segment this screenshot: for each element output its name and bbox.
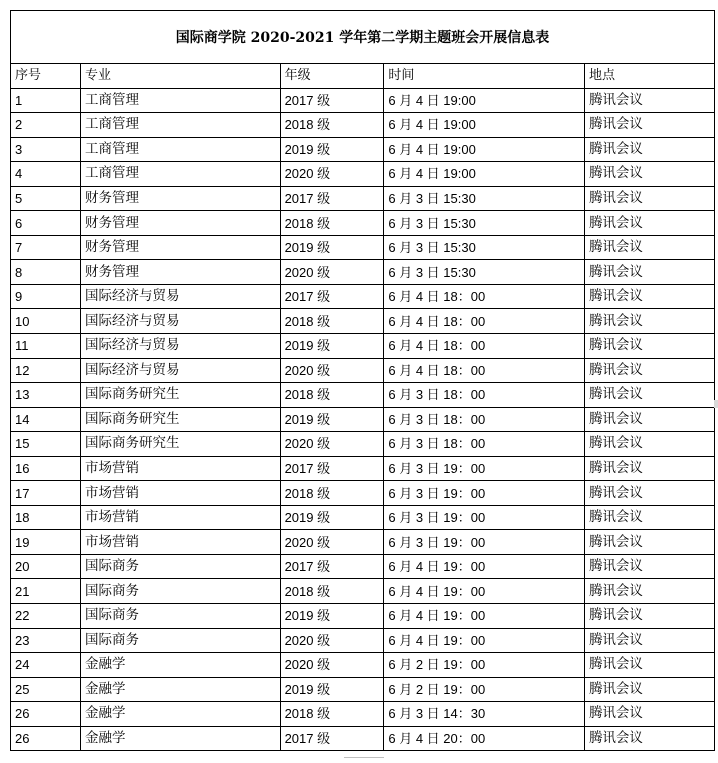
table-row — [11, 677, 715, 702]
cell-major: 工商管理 — [81, 88, 281, 113]
cell-major: 市场营销 — [81, 456, 281, 481]
table-row — [11, 113, 715, 138]
cell-major: 财务管理 — [81, 186, 281, 211]
cell-grade: 2018 级 — [280, 702, 384, 727]
cell-time: 6 月 3 日 15:30 — [384, 235, 585, 260]
cell-time: 6 月 4 日 19：00 — [384, 604, 585, 629]
cell-place: 腾讯会议 — [584, 186, 714, 211]
cell-index: 2 — [11, 113, 81, 138]
cell-place: 腾讯会议 — [584, 530, 714, 555]
cell-grade: 2019 级 — [280, 677, 384, 702]
cell-index: 16 — [11, 456, 81, 481]
cell-major: 国际经济与贸易 — [81, 284, 281, 309]
table-row — [11, 383, 715, 408]
cell-grade: 2019 级 — [280, 505, 384, 530]
cell-index: 8 — [11, 260, 81, 285]
table-row — [11, 137, 715, 162]
table-row — [11, 579, 715, 604]
cell-index: 21 — [11, 579, 81, 604]
cell-place: 腾讯会议 — [584, 358, 714, 383]
cell-grade: 2019 级 — [280, 235, 384, 260]
cell-grade: 2017 级 — [280, 284, 384, 309]
cell-index: 26 — [11, 702, 81, 727]
cell-time: 6 月 3 日 15:30 — [384, 211, 585, 236]
cell-place: 腾讯会议 — [584, 211, 714, 236]
cell-grade: 2020 级 — [280, 260, 384, 285]
cell-place: 腾讯会议 — [584, 726, 714, 751]
table-row — [11, 554, 715, 579]
cell-grade: 2020 级 — [280, 432, 384, 457]
cell-index: 3 — [11, 137, 81, 162]
schedule-table — [11, 64, 715, 751]
cell-grade: 2019 级 — [280, 604, 384, 629]
cell-time: 6 月 4 日 18：00 — [384, 309, 585, 334]
table-row — [11, 309, 715, 334]
cell-index: 9 — [11, 284, 81, 309]
cell-index: 10 — [11, 309, 81, 334]
table-title: 国际商学院 2020-2021 学年第二学期主题班会开展信息表 — [11, 11, 715, 64]
header-grade: 年级 — [280, 64, 384, 88]
cell-time: 6 月 3 日 15:30 — [384, 186, 585, 211]
cell-index: 22 — [11, 604, 81, 629]
cell-index: 6 — [11, 211, 81, 236]
cell-place: 腾讯会议 — [584, 456, 714, 481]
cell-major: 财务管理 — [81, 235, 281, 260]
cell-index: 15 — [11, 432, 81, 457]
cell-grade: 2019 级 — [280, 334, 384, 359]
cell-place: 腾讯会议 — [584, 137, 714, 162]
cell-grade: 2017 级 — [280, 554, 384, 579]
cell-major: 财务管理 — [81, 211, 281, 236]
header-index: 序号 — [11, 64, 81, 88]
cell-grade: 2018 级 — [280, 481, 384, 506]
cell-major: 金融学 — [81, 653, 281, 678]
cell-place: 腾讯会议 — [584, 334, 714, 359]
cell-time: 6 月 4 日 19:00 — [384, 88, 585, 113]
cell-grade: 2020 级 — [280, 628, 384, 653]
cell-time: 6 月 4 日 19：00 — [384, 579, 585, 604]
cell-index: 13 — [11, 383, 81, 408]
cell-major: 国际商务 — [81, 554, 281, 579]
cell-grade: 2018 级 — [280, 309, 384, 334]
cell-time: 6 月 3 日 19：00 — [384, 481, 585, 506]
cell-place: 腾讯会议 — [584, 579, 714, 604]
cell-time: 6 月 3 日 19：00 — [384, 505, 585, 530]
cell-place: 腾讯会议 — [584, 407, 714, 432]
table-row — [11, 334, 715, 359]
cell-major: 国际商务研究生 — [81, 383, 281, 408]
cell-index: 7 — [11, 235, 81, 260]
cell-place: 腾讯会议 — [584, 284, 714, 309]
cell-time: 6 月 4 日 19：00 — [384, 554, 585, 579]
cell-time: 6 月 4 日 19:00 — [384, 113, 585, 138]
page-edge-marker — [714, 400, 718, 408]
cell-place: 腾讯会议 — [584, 260, 714, 285]
cell-index: 4 — [11, 162, 81, 187]
cell-grade: 2018 级 — [280, 579, 384, 604]
cell-major: 金融学 — [81, 677, 281, 702]
cell-major: 工商管理 — [81, 113, 281, 138]
header-place: 地点 — [584, 64, 714, 88]
cell-place: 腾讯会议 — [584, 677, 714, 702]
table-row — [11, 260, 715, 285]
cell-grade: 2017 级 — [280, 88, 384, 113]
cell-index: 24 — [11, 653, 81, 678]
cell-major: 国际商务 — [81, 579, 281, 604]
cell-place: 腾讯会议 — [584, 162, 714, 187]
cell-grade: 2019 级 — [280, 407, 384, 432]
cell-major: 金融学 — [81, 702, 281, 727]
table-row — [11, 702, 715, 727]
cell-time: 6 月 4 日 19:00 — [384, 137, 585, 162]
table-row — [11, 88, 715, 113]
cell-grade: 2018 级 — [280, 211, 384, 236]
cell-index: 17 — [11, 481, 81, 506]
cell-place: 腾讯会议 — [584, 88, 714, 113]
cell-index: 25 — [11, 677, 81, 702]
cell-grade: 2018 级 — [280, 113, 384, 138]
header-time: 时间 — [384, 64, 585, 88]
cell-time: 6 月 3 日 14：30 — [384, 702, 585, 727]
table-row — [11, 235, 715, 260]
cell-place: 腾讯会议 — [584, 235, 714, 260]
cell-place: 腾讯会议 — [584, 628, 714, 653]
cell-major: 国际商务研究生 — [81, 432, 281, 457]
cell-grade: 2017 级 — [280, 726, 384, 751]
cell-time: 6 月 3 日 19：00 — [384, 456, 585, 481]
cell-major: 国际商务 — [81, 604, 281, 629]
cell-time: 6 月 3 日 19：00 — [384, 530, 585, 555]
table-row — [11, 162, 715, 187]
cell-major: 市场营销 — [81, 530, 281, 555]
cell-time: 6 月 4 日 18：00 — [384, 358, 585, 383]
cell-time: 6 月 2 日 19：00 — [384, 677, 585, 702]
cell-place: 腾讯会议 — [584, 653, 714, 678]
cell-grade: 2017 级 — [280, 456, 384, 481]
schedule-sheet — [10, 10, 715, 751]
table-row — [11, 211, 715, 236]
cell-time: 6 月 4 日 19：00 — [384, 628, 585, 653]
cell-place: 腾讯会议 — [584, 309, 714, 334]
cell-major: 国际商务 — [81, 628, 281, 653]
cell-time: 6 月 2 日 19：00 — [384, 653, 585, 678]
cell-place: 腾讯会议 — [584, 604, 714, 629]
cell-grade: 2020 级 — [280, 530, 384, 555]
cell-grade: 2020 级 — [280, 162, 384, 187]
table-row — [11, 407, 715, 432]
table-row — [11, 432, 715, 457]
cell-major: 金融学 — [81, 726, 281, 751]
cell-major: 市场营销 — [81, 505, 281, 530]
header-major: 专业 — [81, 64, 281, 88]
cell-time: 6 月 3 日 18：00 — [384, 432, 585, 457]
cell-major: 国际经济与贸易 — [81, 309, 281, 334]
cell-major: 市场营销 — [81, 481, 281, 506]
table-row — [11, 284, 715, 309]
cell-place: 腾讯会议 — [584, 113, 714, 138]
table-row — [11, 358, 715, 383]
table-row — [11, 505, 715, 530]
table-row — [11, 481, 715, 506]
cell-time: 6 月 4 日 18：00 — [384, 284, 585, 309]
cell-time: 6 月 4 日 18：00 — [384, 334, 585, 359]
cell-place: 腾讯会议 — [584, 702, 714, 727]
cell-index: 1 — [11, 88, 81, 113]
cell-grade: 2020 级 — [280, 653, 384, 678]
cell-index: 14 — [11, 407, 81, 432]
cell-time: 6 月 4 日 20：00 — [384, 726, 585, 751]
page-bottom-marker — [344, 757, 384, 763]
table-row — [11, 628, 715, 653]
table-row — [11, 186, 715, 211]
cell-major: 国际经济与贸易 — [81, 334, 281, 359]
cell-time: 6 月 3 日 18：00 — [384, 407, 585, 432]
cell-major: 国际商务研究生 — [81, 407, 281, 432]
table-row — [11, 726, 715, 751]
table-row — [11, 604, 715, 629]
cell-major: 财务管理 — [81, 260, 281, 285]
cell-grade: 2017 级 — [280, 186, 384, 211]
cell-grade: 2019 级 — [280, 137, 384, 162]
cell-index: 23 — [11, 628, 81, 653]
cell-place: 腾讯会议 — [584, 383, 714, 408]
table-row — [11, 653, 715, 678]
cell-major: 工商管理 — [81, 162, 281, 187]
cell-time: 6 月 3 日 18：00 — [384, 383, 585, 408]
cell-grade: 2018 级 — [280, 383, 384, 408]
cell-time: 6 月 4 日 19:00 — [384, 162, 585, 187]
cell-major: 国际经济与贸易 — [81, 358, 281, 383]
cell-index: 18 — [11, 505, 81, 530]
cell-place: 腾讯会议 — [584, 481, 714, 506]
cell-index: 12 — [11, 358, 81, 383]
table-row — [11, 456, 715, 481]
cell-index: 5 — [11, 186, 81, 211]
cell-place: 腾讯会议 — [584, 432, 714, 457]
header-row — [11, 64, 715, 88]
cell-time: 6 月 3 日 15:30 — [384, 260, 585, 285]
cell-place: 腾讯会议 — [584, 505, 714, 530]
cell-place: 腾讯会议 — [584, 554, 714, 579]
cell-index: 26 — [11, 726, 81, 751]
cell-grade: 2020 级 — [280, 358, 384, 383]
cell-index: 19 — [11, 530, 81, 555]
table-row — [11, 530, 715, 555]
cell-index: 20 — [11, 554, 81, 579]
cell-index: 11 — [11, 334, 81, 359]
cell-major: 工商管理 — [81, 137, 281, 162]
